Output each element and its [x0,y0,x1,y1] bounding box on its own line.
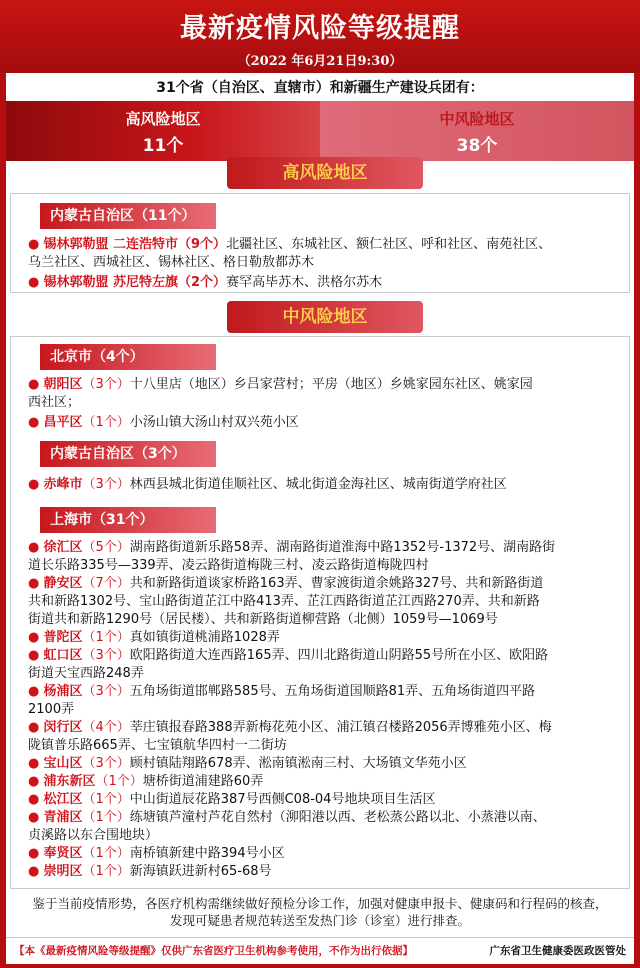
intro-text: 31个省（自治区、直辖市）和新疆生产建设兵团有： [156,80,484,96]
area-list: 练塘镇芦潼村芦花自然村（泖阳港以西、老松蒸公路以北、小蒸港以南、 [129,810,546,825]
area-list: 小汤山镇大汤山村双兴苑小区 [129,415,299,430]
mid-risk-summary [320,101,634,161]
bullet-icon: ● [28,846,44,861]
area-list-cont: 乌兰社区、西城社区、锡林社区、格日勒敖都苏木 [28,255,315,270]
area-list-cont: 陇镇普乐路665弄、七宝镇航华四村一二街坊 [28,738,287,753]
risk-summary [6,101,634,161]
district-name: 普陀区 [43,630,83,645]
district-count: （1个） [95,774,143,789]
district-name: 锡林郭勒盟 二连浩特市（9个） [43,237,227,252]
list-item [28,773,628,791]
mid-risk-count: 38个 [456,136,498,156]
district-name: 杨浦区 [43,684,83,699]
high-risk-section-title: 高风险地区 [227,157,423,189]
district-count: （1个） [82,864,130,879]
list-item [28,809,628,845]
footer-organization: 广东省卫生健康委医政医管处 [489,945,626,957]
district-name: 崇明区 [43,864,83,879]
bullet-icon: ● [28,576,44,591]
area-list: 林西县城北街道佳顺社区、城北街道金海社区、城南街道学府社区 [129,477,507,492]
district-count: （3个） [82,477,130,492]
list-item [28,683,628,719]
district-count: （1个） [82,630,130,645]
district-count: （5个） [82,540,130,555]
list-item [28,845,628,863]
page-title: 最新疫情风险等级提醒 [180,13,460,44]
list-item [28,791,628,809]
district-name: 徐汇区 [43,540,83,555]
district-name: 赤峰市 [43,477,83,492]
bullet-icon: ● [28,377,44,392]
district-count: （4个） [82,720,130,735]
list-item [28,376,628,412]
area-list: 塘桥街道浦建路60弄 [142,774,264,789]
district-name: 静安区 [43,576,83,591]
bullet-icon: ● [28,415,44,430]
district-name: 虹口区 [43,648,83,663]
district-name: 锡林郭勒盟 苏尼特左旗（2个） [43,275,227,290]
district-name: 昌平区 [43,415,83,430]
bullet-icon: ● [28,720,44,735]
district-count: （7个） [82,576,130,591]
list-item [28,476,628,494]
district-count: （1个） [82,846,130,861]
bullet-icon: ● [28,792,44,807]
province-heading: 上海市（31个） [40,507,216,533]
date-stamp: （2022 年6月21日9:30） [237,54,403,69]
high-risk-count: 11个 [142,136,184,156]
list-item [28,274,628,292]
list-item [28,575,628,629]
area-list-cont: 共和新路1302号、宝山路街道芷江中路413弄、芷江西路街道芷江西路270弄、共和新路 [28,594,540,609]
area-list: 真如镇街道桃浦路1028弄 [129,630,280,645]
area-list-cont: 道长乐路335号—339弄、凌云路街道梅陇三村、凌云路街道梅陇四村 [28,558,429,573]
area-list-cont: 2100弄 [28,702,75,717]
district-name: 浦东新区 [43,774,96,789]
district-name: 青浦区 [43,810,83,825]
mid-risk-label: 中风险地区 [439,110,515,128]
list-item [28,414,628,432]
district-count: （3个） [82,648,130,663]
bullet-icon: ● [28,540,44,555]
bullet-icon: ● [28,648,44,663]
bullet-icon: ● [28,275,44,290]
district-name: 朝阳区 [43,377,83,392]
area-list: 北疆社区、东城社区、额仁社区、呼和社区、南苑社区、 [226,237,552,252]
district-count: （3个） [82,684,130,699]
province-heading: 内蒙古自治区（3个） [40,441,216,467]
district-count: （3个） [82,377,130,392]
district-count: （1个） [82,415,130,430]
high-risk-summary [6,101,320,161]
bullet-icon: ● [28,756,44,771]
district-count: （1个） [82,792,130,807]
bullet-icon: ● [28,237,44,252]
area-list: 莘庄镇报春路388弄新梅花苑小区、浦江镇召楼路2056弄博雅苑小区、梅 [129,720,552,735]
area-list: 顾村镇陆翔路678弄、淞南镇淞南三村、大场镇文华苑小区 [129,756,467,771]
district-count: （1个） [82,810,130,825]
district-name: 奉贤区 [43,846,83,861]
bullet-icon: ● [28,684,44,699]
bullet-icon: ● [28,774,44,789]
district-name: 松江区 [43,792,83,807]
area-list-cont: 街道共和新路1290号（居民楼）、共和新路街道柳营路（北侧）1059号—1069号 [28,612,498,627]
notice-line: 发现可疑患者规范转送至发热门诊（诊室）进行排查。 [169,913,470,928]
list-item [28,236,628,272]
area-list-cont: 贞溪路以东合围地块） [28,828,159,843]
area-list-cont: 西社区； [28,395,81,410]
area-list: 欧阳路街道大连西路165弄、四川北路街道山阴路55号所在小区、欧阳路 [129,648,549,663]
mid-risk-section-title: 中风险地区 [227,301,423,333]
header-banner [0,0,640,73]
area-list: 南桥镇新建中路394号小区 [129,846,285,861]
list-item [28,629,628,647]
area-list: 五角场街道邯郸路585号、五角场街道国顺路81弄、五角场街道四平路 [129,684,536,699]
notice-line: 鉴于当前疫情形势，各医疗机构需继续做好预检分诊工作，加强对健康申报卡、健康码和行程码的核查， [32,896,608,911]
footer-disclaimer: 【本《最新疫情风险等级提醒》仅供广东省医疗卫生机构参考使用，不作为出行依据】 [14,945,413,957]
content-panel [6,73,634,964]
list-item [28,863,628,881]
high-risk-label: 高风险地区 [125,110,201,128]
district-name: 闵行区 [43,720,83,735]
area-list: 赛罕高毕苏木、洪格尔苏木 [226,275,383,290]
area-list: 中山街道辰花路387号西侧C08-04号地块项目生活区 [129,792,436,807]
district-count: （3个） [82,756,130,771]
area-list: 十八里店（地区）乡吕家营村；平房（地区）乡姚家园东社区、姚家园 [129,377,533,392]
footer [6,937,634,960]
area-list: 共和新路街道谈家桥路163弄、曹家渡街道余姚路327号、共和新路街道 [129,576,544,591]
province-heading: 北京市（4个） [40,344,216,370]
list-item [28,647,628,683]
area-list-cont: 街道天宝西路248弄 [28,666,144,681]
list-item [28,719,628,755]
list-item [28,755,628,773]
district-name: 宝山区 [43,756,83,771]
bullet-icon: ● [28,477,44,492]
list-item [28,539,628,575]
area-list: 湖南路街道新乐路58弄、湖南路街道淮海中路1352号-1372号、湖南路街 [129,540,556,555]
province-heading: 内蒙古自治区（11个） [40,203,216,229]
area-list: 新海镇跃进新村65-68号 [129,864,272,879]
bullet-icon: ● [28,864,44,879]
bullet-icon: ● [28,810,44,825]
notice-text [6,895,634,929]
bullet-icon: ● [28,630,44,645]
